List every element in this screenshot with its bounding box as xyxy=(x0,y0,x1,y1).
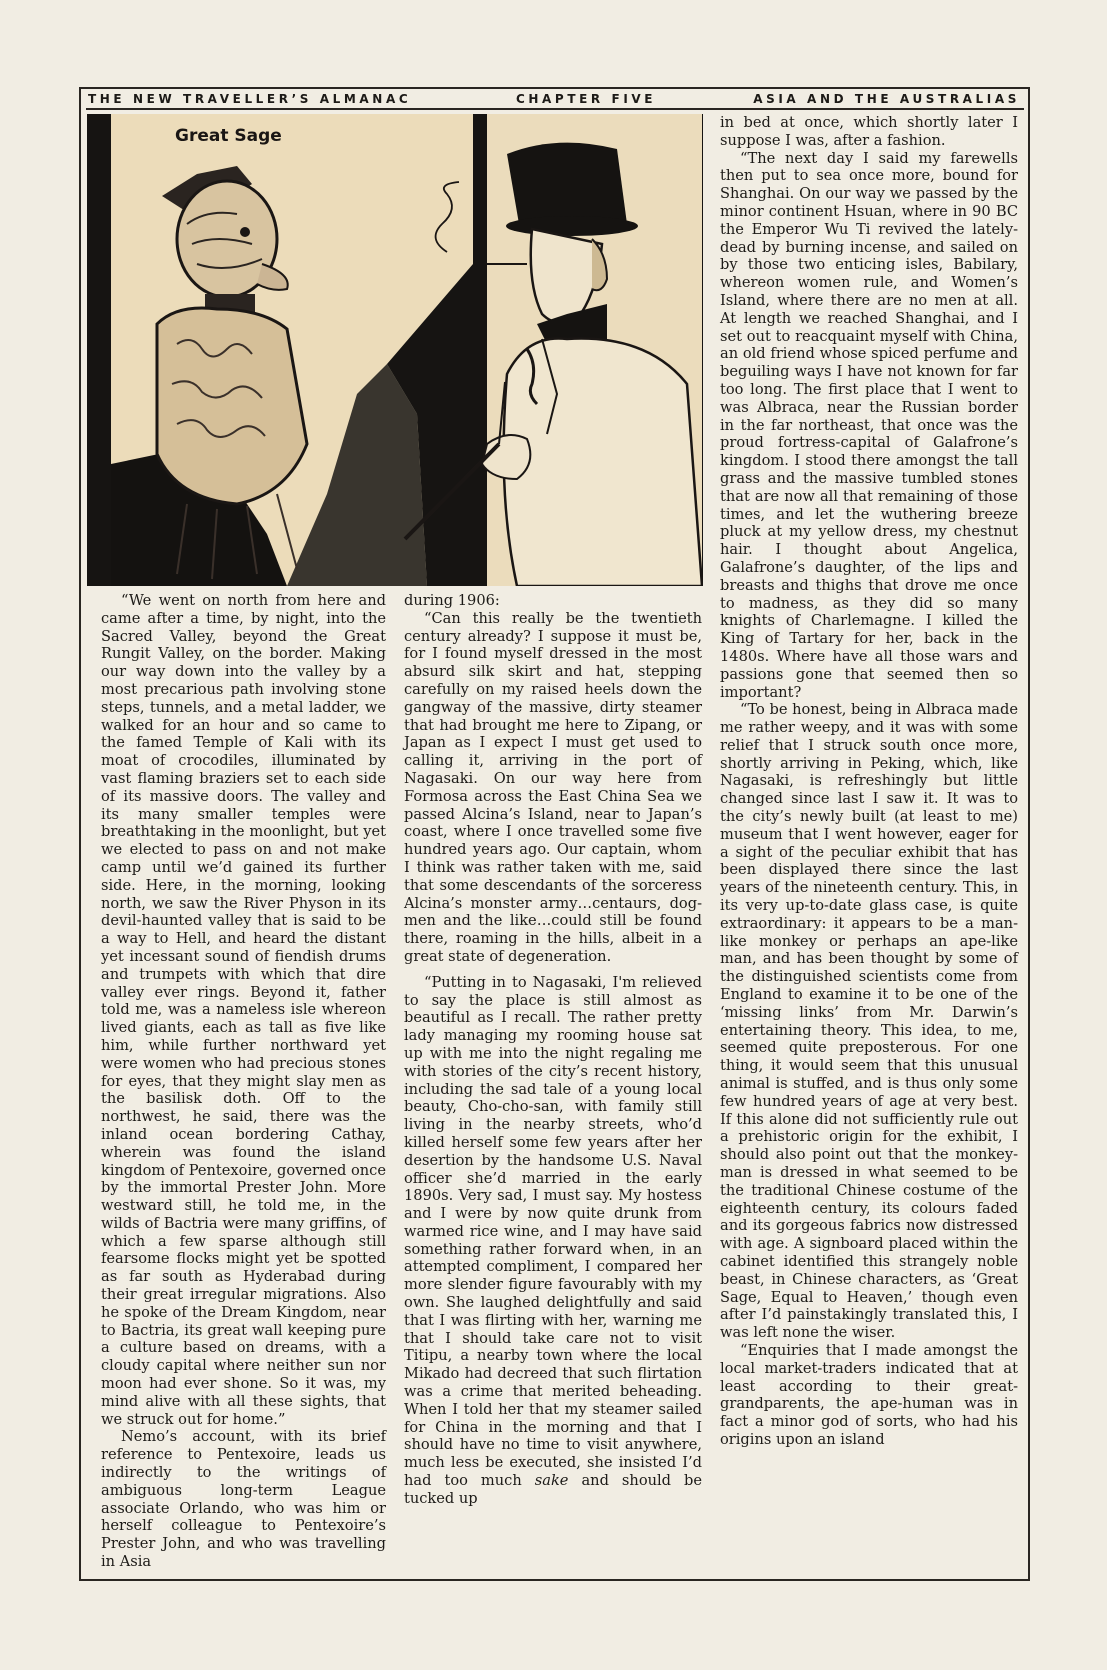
header-rule xyxy=(86,108,1024,110)
paragraph: “Can this really be the twentieth century already? I suppose it must be, for I found myself dressed in the most absurd silk skirt and hat, stepping carefully on my raised heels down the gangway of the massive, dirty steamer that had brought me here to Zipang, or Japan as I expect I must get used to calling it, arriving in the port of Nagasaki. On our way here from Formosa across the East China Sea we passed Alcina’s Island, near to Japan’s coast, where I once travelled some five hundred years ago. Our captain, whom I think was rather taken with me, said that some descendants of the sorceress Alcina’s monster army…centaurs, dog-men and the like…could still be found there, roaming in the hills, albeit in a great state of degeneration. xyxy=(404,609,702,965)
book-title: THE NEW TRAVELLER’S ALMANAC xyxy=(88,92,412,106)
illustration xyxy=(87,114,703,586)
text-column-2 xyxy=(404,592,702,1508)
running-head xyxy=(86,91,1024,109)
paragraph: “The next day I said my farewells then put to sea once more, bound for Shanghai. On our way we passed by the minor continent Hsuan, where in 90 BC the Emperor Wu Ti revived the lately-dead by burning incense, and sailed on by those two enticing isles, Babilary, whereon women rule, and Women’s Island, where there are no men at all. At length we reached Shanghai, and I set out to reacquaint myself with China, an old friend whose spiced perfume and beguiling ways I have not known for far too long. The first place that I went to was Albraca, near the Russian border in the far northeast, that once was the proud fortress-capital of Galafrone’s kingdom. I stood there amongst the tall grass and the massive tumbled stones that are now all that remaining of those times, and let the wuthering breeze pluck at my yellow dress, my chestnut hair. I thought about Angelica, Galafrone’s daughter, of the lips and breasts and thighs that drove me once to madness, as they did so many knights of Charlemagne. I killed the King of Tartary for her, back in the 1480s. Where have all those wars and passions gone that seemed then so important? xyxy=(720,149,1018,701)
paragraph-text-end: and should be tucked up xyxy=(404,1472,703,1507)
text-column-3 xyxy=(720,114,1018,1449)
paragraph xyxy=(404,974,702,1508)
paragraph: Nemo’s account, with its brief reference to Pentexoire, leads us indirectly to the writings of ambiguous long-term League associate Orlando, who was him or herself colleague to Pentexoire’s Prester John, and who was travelling in Asia xyxy=(101,1428,386,1571)
paragraph: during 1906: xyxy=(404,592,500,609)
text-column-1 xyxy=(101,592,386,1571)
paragraph-text: “Putting in to Nagasaki, I'm relieved to say the place is still almost as beautiful as I recall. The rather pretty lady managing my rooming house sat up with me into the night regaling me with stories of the city’s recent history, including the sad tale of a young local beauty, Cho-cho-san, with family still living in the nearby streets, who’d killed herself some few years after her desertion by the handsome U.S. Naval officer she’d married in the early 1890s. Very sad, I must say. My hostess and I were by now quite drunk from warmed rice wine, and I may have said something rather forward when, in an attempted compliment, I compared her more slender figure favourably with my own. She laughed delightfully and said that I was flirting with her, warning me that I should take care not to visit Titipu, a nearby town where the local Mikado had decreed that such flirtation was a crime that merited beheading. When I told her that my steamer sailed for China in the morning and that I should have no time to visit anywhere, much less be executed, she insisted I’d had too much xyxy=(404,973,702,1490)
chapter-label: CHAPTER FIVE xyxy=(516,92,657,106)
illustration-caption: Great Sage xyxy=(175,126,282,146)
paragraph: “We went on north from here and came after a time, by night, into the Sacred Valley, beyond the Great Rungit Valley, on the border. Making our way down into the valley by a most precarious path involving stone steps, tunnels, and a metal ladder, we walked for an hour and so came to the famed Temple of Kali with its moat of crocodiles, illuminated by vast flaming braziers set to each side of its massive doors. The valley and its many smaller temples were breathtaking in the moonlight, but yet we elected to pass on and not make camp until we’d gained its further side. Here, in the morning, looking north, we saw the River Physon in its devil-haunted valley that is said to be a way to Hell, and heard the distant yet incessant sound of fiendish drums and trumpets with which that dire valley ever rings. Beyond it, father told me, was a nameless isle whereon lived giants, each as tall as five like him, while further northward yet were women who had precious stones for eyes, that they might slay men as the basilisk doth. Off to the northwest, he said, there was the inland ocean bordering Cathay, wherein was found the island kingdom of Pentexoire, governed once by the immortal Prester John. More westward still, he told me, in the wilds of Bactria were many griffins, of which a few sparse although still fearsome flocks might yet be spotted as far south as Hyderabad during their great irregular migrations. Also he spoke of the Dream Kingdom, near to Bactria, its great wall keeping pure a culture based on dreams, with a cloudy capital where neither sun nor moon had ever shone. So it was, my mind alive with all these sights, that we struck out for home.” xyxy=(101,592,386,1428)
paragraph: in bed at once, which shortly later I suppose I was, after a fashion. xyxy=(720,114,1018,149)
illustration-artwork xyxy=(87,114,703,586)
italic-word: sake xyxy=(534,1472,569,1490)
paragraph: “Enquiries that I made amongst the local market-traders indicated that at least according to their great-grandparents, the ape-human was in fact a minor god of sorts, who had his origins upon an island xyxy=(720,1341,1018,1448)
paragraph: “To be honest, being in Albraca made me rather weepy, and it was with some relief that I struck south once more, shortly arriving in Peking, which, like Nagasaki, is refreshingly but little changed since last I saw it. It was to the city’s newly built (at least to me) museum that I went however, eager for a sight of the peculiar exhibit that has been displayed there since the last years of the nineteenth century. This, in its very up-to-date glass case, is quite extraordinary: it appears to be a man-like monkey or perhaps an ape-like man, and has been thought by some of the distinguished scientists come from England to examine it to be one of the ‘missing links’ from Mr. Darwin’s entertaining theory. This idea, to me, seemed quite preposterous. For one thing, it would seem that this unusual animal is stuffed, and is thus only some few hundred years of age at very best. If this alone did not sufficiently rule out a prehistoric origin for the exhibit, I should also point out that the monkey-man is dressed in what seemed to be the traditional Chinese costume of the eighteenth century, its colours faded and its gorgeous fabrics now distressed with age. A signboard placed within the cabinet identified this strangely noble beast, in Chinese characters, as ‘Great Sage, Equal to Heaven,’ though even after I’d painstakingly translated this, I was left none the wiser. xyxy=(720,701,1018,1342)
section-title: ASIA AND THE AUSTRALIAS xyxy=(753,92,1020,106)
